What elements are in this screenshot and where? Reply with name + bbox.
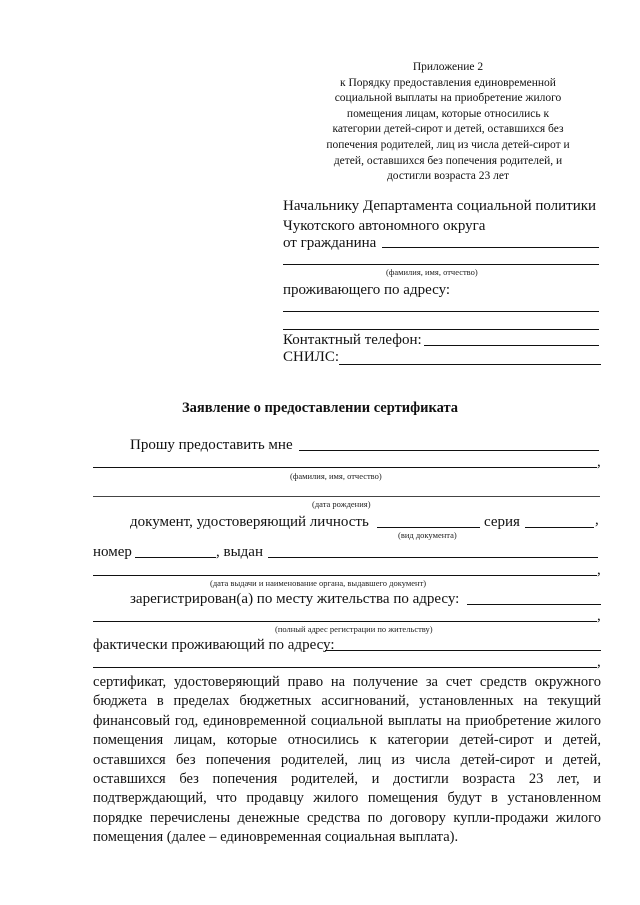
applicant-name-field[interactable] [299, 450, 599, 451]
birth-date-field[interactable] [93, 496, 600, 497]
registration-caption: (полный адрес регистрации по жительству) [275, 624, 433, 634]
from-citizen-label: от гражданина [283, 235, 377, 251]
fio-caption-2: (фамилия, имя, отчество) [290, 471, 382, 481]
document-type-field[interactable] [377, 527, 480, 528]
appendix-line: детей, оставшихся без попечения родителей, и [333, 154, 563, 167]
number-label: номер [93, 544, 132, 560]
document-type-caption: (вид документа) [398, 530, 457, 540]
applicant-name-field-2[interactable] [93, 467, 597, 468]
phone-field[interactable] [424, 345, 599, 346]
series-field[interactable] [525, 527, 594, 528]
birth-date-caption: (дата рождения) [312, 499, 371, 509]
citizen-name-field[interactable] [382, 247, 599, 248]
snils-field[interactable] [339, 364, 601, 365]
residing-label: проживающего по адресу: [283, 282, 451, 298]
document-title: Заявление о предоставлении сертификата [181, 400, 459, 416]
citizen-name-field-2[interactable] [283, 264, 599, 265]
comma: , [597, 454, 601, 470]
comma: , [595, 512, 599, 528]
phone-label: Контактный телефон: [283, 332, 422, 348]
registration-address-field[interactable] [467, 604, 601, 605]
request-label: Прошу предоставить мне [130, 437, 293, 453]
appendix-line: Приложение 2 [412, 61, 484, 73]
addressee-line-1: Начальнику Департамента социальной политики [283, 198, 597, 214]
actual-address-field[interactable] [325, 650, 601, 651]
comma: , [597, 562, 601, 578]
issued-by-field[interactable] [268, 557, 598, 558]
appendix-line: социальной выплаты на приобретение жилого [334, 92, 562, 105]
issue-caption: (дата выдачи и наименование органа, выдавшего документ) [210, 578, 427, 588]
issued-by-label: , выдан [216, 544, 263, 560]
comma: , [597, 654, 601, 670]
id-document-label: документ, удостоверяющий личность [130, 514, 369, 530]
appendix-line: к Порядку предоставления единовременной [340, 76, 556, 89]
fio-caption: (фамилия, имя, отчество) [386, 267, 478, 277]
appendix-line: попечения родителей, лиц из числа детей-сирот и [326, 138, 570, 151]
appendix-header [312, 60, 584, 185]
series-label: серия [484, 514, 520, 530]
document-number-field[interactable] [135, 557, 216, 558]
residence-address-field[interactable] [283, 311, 599, 312]
actual-address-label: фактически проживающий по адресу: [93, 637, 335, 653]
certificate-paragraph: сертификат, удостоверяющий право на получение за счет средств окружного бюджета в пределах бюджетных ассигнований, установленных на текущий финансовый год, единовременной социальной выплаты на приобретение жилого помещения лицам, которые относились к категории детей-сирот и детей, оставшихся без попечения родителей, лиц из числа детей-сирот и детей, оставшихся без попечения родителей, и достигли возраста 23 лет, и подтверждающий, что продавцу жилого помещения будут в установленном порядке перечислены денежные средства по договору купли-продажи жилого помещения (далее – единовременная социальная выплата). [93, 674, 601, 846]
issued-by-field-2[interactable] [93, 575, 597, 576]
snils-label: СНИЛС: [283, 349, 340, 365]
registration-address-field-2[interactable] [93, 621, 597, 622]
addressee-line-2: Чукотского автономного округа [283, 218, 486, 234]
actual-address-field-2[interactable] [93, 667, 597, 668]
appendix-line: достигли возраста 23 лет [386, 170, 510, 183]
registered-label: зарегистрирован(а) по месту жительства по адресу: [130, 591, 460, 607]
comma: , [597, 608, 601, 624]
appendix-line: категории детей-сирот и детей, оставшихся без [332, 123, 564, 136]
appendix-line: помещения лицам, которые относились к [346, 107, 550, 120]
